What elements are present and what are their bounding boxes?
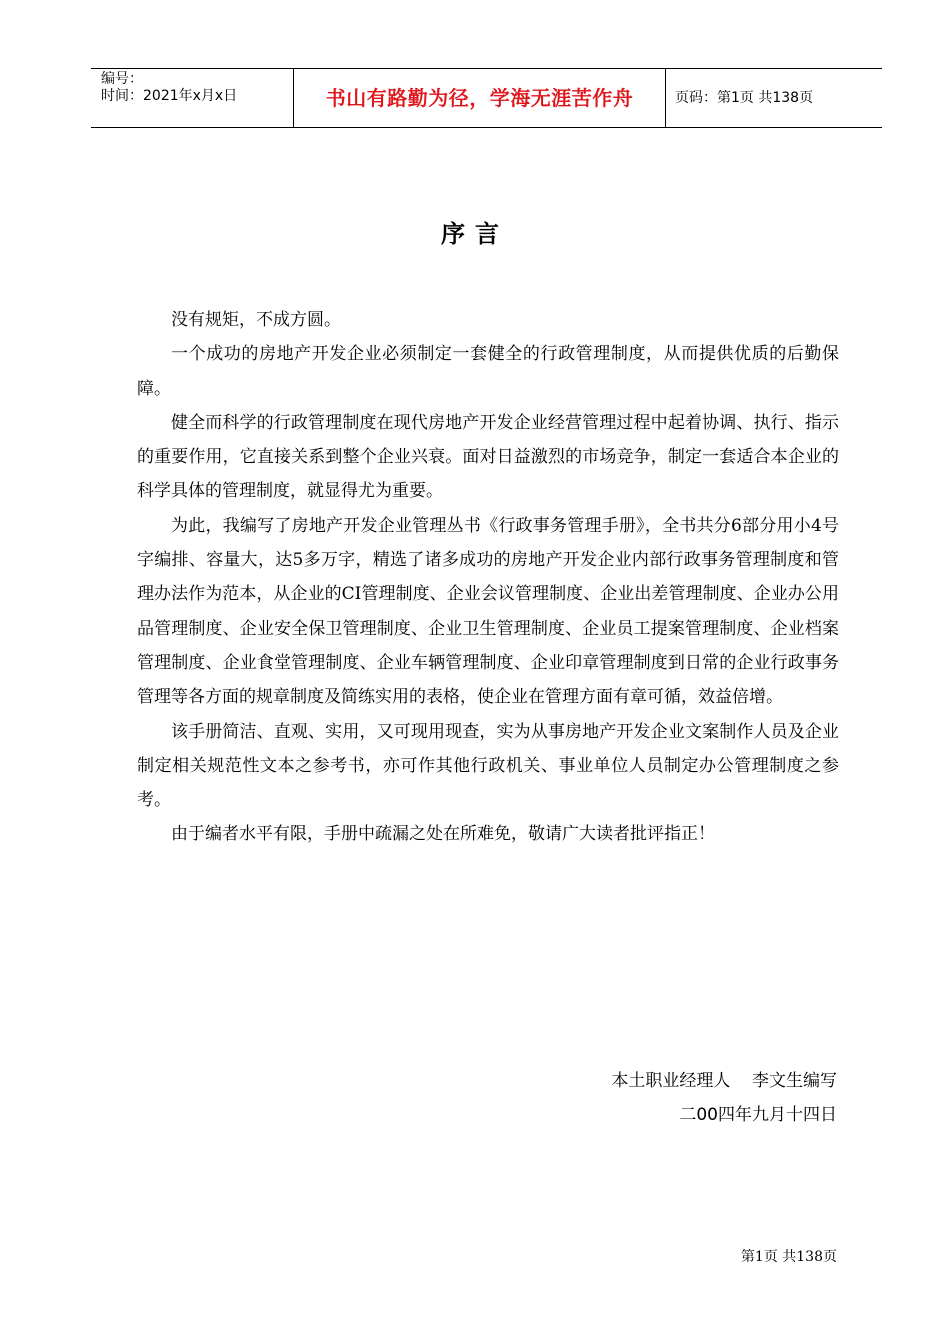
paragraph: 由于编者水平有限，手册中疏漏之处在所难免，敬请广大读者批评指正！: [171, 824, 715, 845]
header-motto: 书山有路勤为径，学海无涯苦作舟: [294, 69, 666, 127]
author-signature: 本土职业经理人 李文生编写: [611, 1071, 837, 1091]
page-header: [91, 68, 882, 128]
paragraph: 没有规矩，不成方圆。: [171, 310, 341, 330]
document-time-label: 时间：2021年x月x日: [101, 88, 238, 104]
document-number-label: 编号：: [101, 71, 143, 87]
preface-body: [137, 303, 839, 852]
signature-date: 二00四年九月十四日: [679, 1105, 837, 1125]
header-info-cell: [91, 69, 294, 127]
paragraph: 健全而科学的行政管理制度在现代房地产开发企业经营管理过程中起着协调、执行、指示的重要作用，它直接关系到整个企业兴衰。面对日益激烈的市场竞争，制定一套适合本企业的科学具体的管理制度，就显得尤为重要。: [137, 412, 839, 502]
header-page-number: 页码：第1页 共138页: [675, 90, 814, 106]
paragraph: 该手册简洁、直观、实用，又可现用现查，实为从事房地产开发企业文案制作人员及企业制定相关规范性文本之参考书，亦可作其他行政机关、事业单位人员制定办公管理制度之参考。: [137, 721, 839, 811]
footer-page-number: 第1页 共138页: [740, 1249, 837, 1265]
paragraph: 一个成功的房地产开发企业必须制定一套健全的行政管理制度，从而提供优质的后勤保障。: [137, 344, 839, 399]
page-title: 序言: [441, 220, 509, 248]
paragraph: 为此，我编写了房地产开发企业管理丛书《行政事务管理手册》，全书共分6部分用小4号字编排、容量大，达5多万字，精选了诸多成功的房地产开发企业内部行政事务管理制度和管理办法作为范本，从企业的CI管理制度、企业会议管理制度、企业出差管理制度、企业办公用品管理制度、企业安全保卫管理制度、企业卫生管理制度、企业员工提案管理制度、企业档案管理制度、企业食堂管理制度、企业车辆管理制度、企业印章管理制度到日常的企业行政事务管理等各方面的规章制度及简练实用的表格，使企业在管理方面有章可循，效益倍增。: [137, 515, 839, 708]
